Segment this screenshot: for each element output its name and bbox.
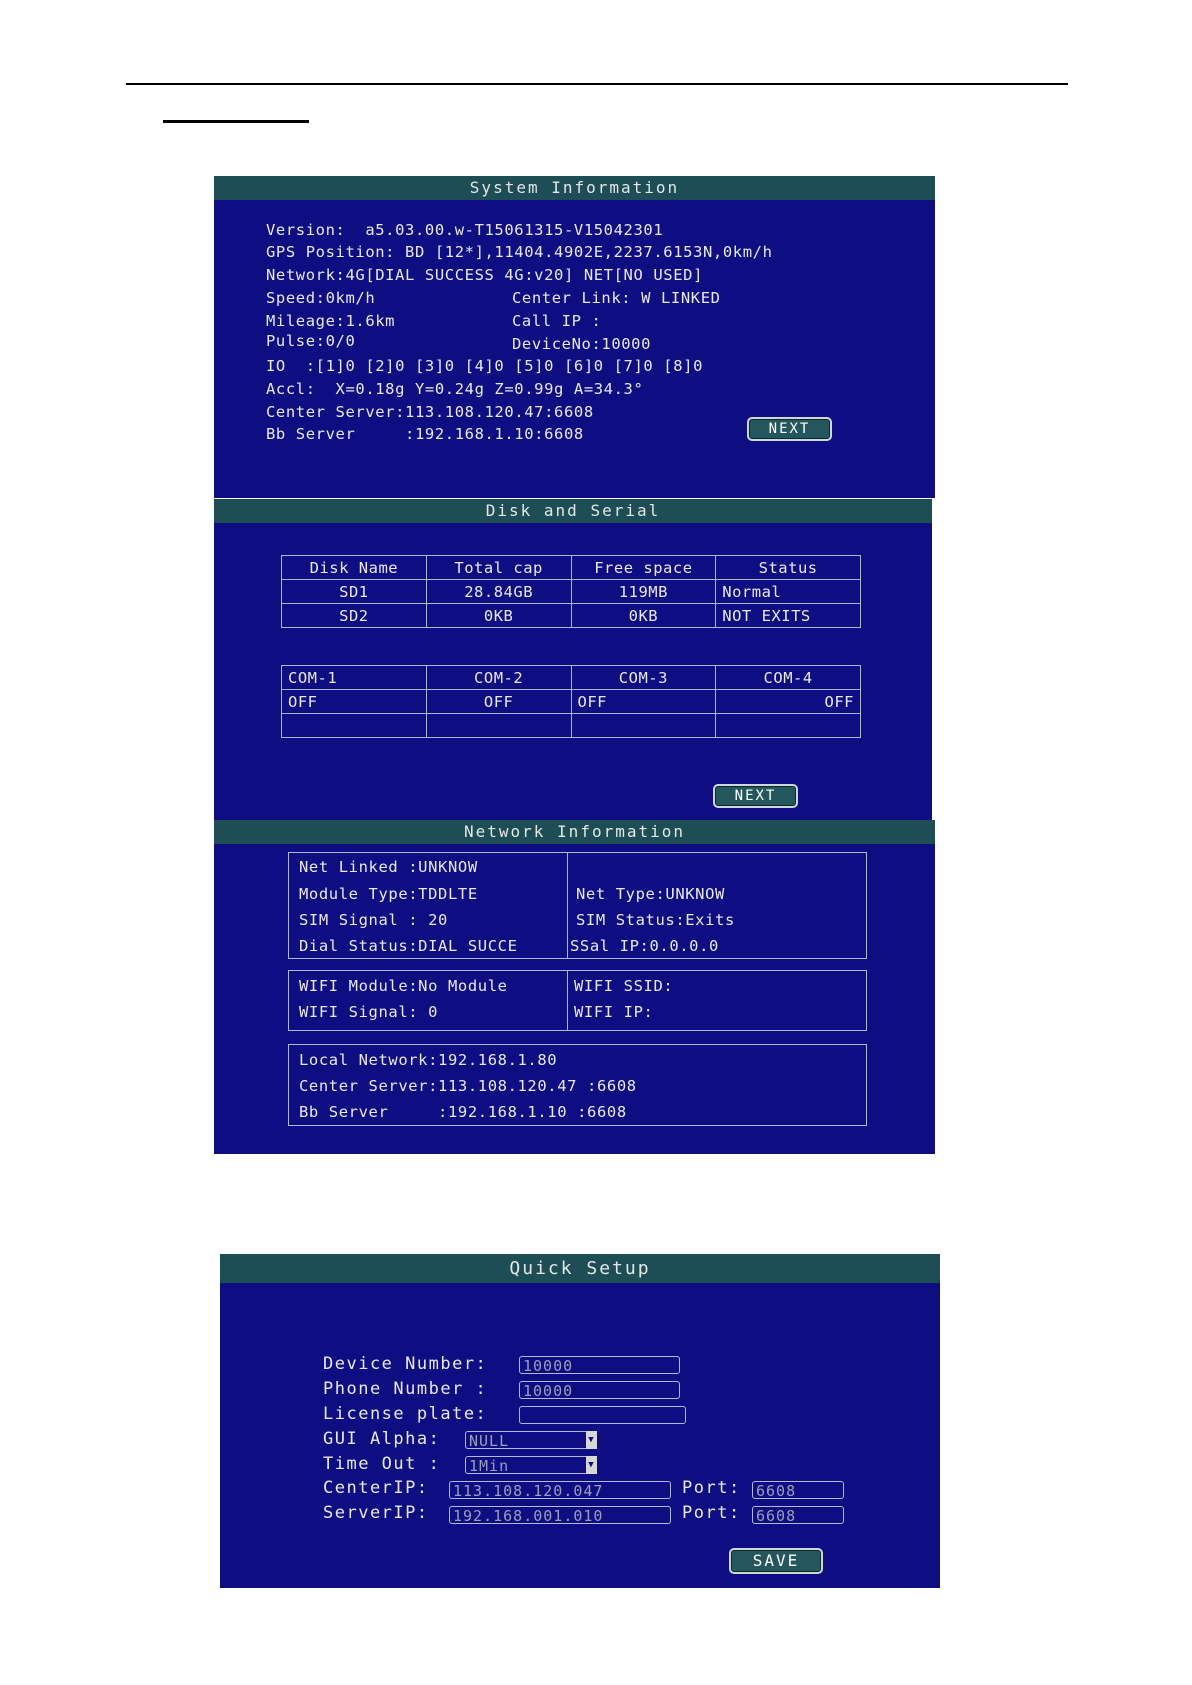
net-linked-text: Net Linked :UNKNOW [299, 858, 478, 876]
page-header-rule [126, 83, 1068, 85]
disk-header-status: Status [716, 556, 861, 580]
license-plate-field[interactable] [519, 1406, 686, 1424]
quick-setup-screen [220, 1254, 940, 1588]
sim-status-text: SIM Status:Exits [576, 911, 735, 929]
com-1-status: OFF [282, 690, 427, 714]
disk-total-cap-cell: 28.84GB [426, 580, 571, 604]
module-type-text: Module Type:TDDLTE [299, 885, 478, 903]
com-4-status: OFF [716, 690, 861, 714]
wifi-signal-text: WIFI Signal: 0 [299, 1003, 439, 1021]
gui-alpha-value: NULL [469, 1432, 510, 1450]
chevron-down-icon[interactable]: ▼ [586, 1431, 597, 1449]
disk-total-cap-cell: 0KB [426, 604, 571, 628]
table-row [282, 604, 861, 628]
wifi-ip-text: WIFI IP: [574, 1003, 654, 1021]
mileage-text: Mileage:1.6km [266, 312, 396, 330]
mobile-network-box [288, 852, 867, 959]
com-2-extra [426, 714, 571, 738]
net-type-text: Net Type:UNKNOW [576, 885, 725, 903]
system-info-next-button[interactable]: NEXT [747, 417, 832, 441]
com-2-status: OFF [426, 690, 571, 714]
sim-signal-text: SIM Signal : 20 [299, 911, 448, 929]
center-port-label: Port: [682, 1478, 741, 1498]
server-ip-field[interactable]: 192.168.001.010 [449, 1506, 671, 1524]
bb-server-text: Bb Server :192.168.1.10:6608 [266, 425, 584, 443]
device-number-field[interactable]: 10000 [519, 1356, 680, 1374]
phone-number-label: Phone Number : [323, 1379, 488, 1399]
disk-and-serial-screen [214, 499, 932, 820]
time-out-value: 1Min [469, 1457, 510, 1475]
com-4-header: COM-4 [716, 666, 861, 690]
network-information-screen [214, 820, 935, 1154]
phone-number-field[interactable]: 10000 [519, 1381, 680, 1399]
accelerometer-text: Accl: X=0.18g Y=0.24g Z=0.99g A=34.3° [266, 380, 644, 398]
call-ip-text: Call IP : [512, 312, 602, 330]
disk-and-serial-title: Disk and Serial [214, 499, 932, 523]
server-port-label: Port: [682, 1503, 741, 1523]
mobile-network-divider [567, 853, 568, 958]
disk-header-name: Disk Name [282, 556, 427, 580]
device-number-label: Device Number: [323, 1354, 488, 1374]
table-row [282, 580, 861, 604]
license-plate-label: License plate: [323, 1404, 488, 1424]
gui-alpha-dropdown[interactable] [465, 1431, 597, 1449]
gps-position-text: GPS Position: BD [12*],11404.4902E,2237.6153N,0km/h [266, 243, 773, 261]
chevron-down-icon[interactable]: ▼ [586, 1456, 597, 1474]
local-network-box [288, 1044, 867, 1126]
disk-table [281, 555, 861, 628]
center-link-text: Center Link: W LINKED [512, 289, 721, 307]
disk-status-cell: NOT EXITS [716, 604, 861, 628]
wifi-box [288, 970, 867, 1031]
net-bb-server-text: Bb Server :192.168.1.10 :6608 [299, 1103, 627, 1121]
device-no-text: DeviceNo:10000 [512, 335, 652, 353]
disk-free-space-cell: 119MB [571, 580, 716, 604]
server-port-field[interactable]: 6608 [752, 1506, 844, 1524]
com-1-extra [282, 714, 427, 738]
wifi-ssid-text: WIFI SSID: [574, 977, 674, 995]
disk-header-free-space: Free space [571, 556, 716, 580]
com-3-header: COM-3 [571, 666, 716, 690]
local-network-text: Local Network:192.168.1.80 [299, 1051, 558, 1069]
com-table-header-row [282, 666, 861, 690]
table-row [282, 714, 861, 738]
center-server-text: Center Server:113.108.120.47:6608 [266, 403, 594, 421]
save-button[interactable]: SAVE [729, 1548, 823, 1574]
disk-header-total-cap: Total cap [426, 556, 571, 580]
system-information-screen [214, 176, 935, 498]
time-out-dropdown[interactable] [465, 1456, 597, 1474]
server-ip-label: ServerIP: [323, 1503, 429, 1523]
disk-table-header-row [282, 556, 861, 580]
com-3-status: OFF [571, 690, 716, 714]
center-ip-field[interactable]: 113.108.120.047 [449, 1481, 671, 1499]
disk-status-cell: Normal [716, 580, 861, 604]
speed-text: Speed:0km/h [266, 289, 376, 307]
disk-name-cell: SD1 [282, 580, 427, 604]
dial-ip-overlap-text: SSal IP:0.0.0.0 [570, 937, 719, 955]
wifi-module-text: WIFI Module:No Module [299, 977, 508, 995]
center-ip-label: CenterIP: [323, 1478, 429, 1498]
disk-free-space-cell: 0KB [571, 604, 716, 628]
pulse-text: Pulse:0/0 [266, 332, 356, 350]
quick-setup-title: Quick Setup [220, 1254, 940, 1283]
com-4-extra [716, 714, 861, 738]
com-2-header: COM-2 [426, 666, 571, 690]
net-center-server-text: Center Server:113.108.120.47 :6608 [299, 1077, 637, 1095]
com-1-header: COM-1 [282, 666, 427, 690]
com-3-extra [571, 714, 716, 738]
center-port-field[interactable]: 6608 [752, 1481, 844, 1499]
system-information-title: System Information [214, 176, 935, 200]
table-row [282, 690, 861, 714]
disk-serial-next-button[interactable]: NEXT [713, 784, 798, 808]
com-port-table [281, 665, 861, 738]
gui-alpha-label: GUI Alpha: [323, 1429, 441, 1449]
wifi-divider [567, 971, 568, 1030]
network-text: Network:4G[DIAL SUCCESS 4G:v20] NET[NO USED] [266, 266, 703, 284]
disk-name-cell: SD2 [282, 604, 427, 628]
io-status-text: IO :[1]0 [2]0 [3]0 [4]0 [5]0 [6]0 [7]0 [8]0 [266, 357, 703, 375]
version-text: Version: a5.03.00.w-T15061315-V15042301 [266, 221, 664, 239]
network-information-title: Network Information [214, 820, 935, 844]
dial-status-text: Dial Status:DIAL SUCCE [299, 937, 518, 955]
section-heading-underline [163, 120, 309, 123]
time-out-label: Time Out : [323, 1454, 441, 1474]
